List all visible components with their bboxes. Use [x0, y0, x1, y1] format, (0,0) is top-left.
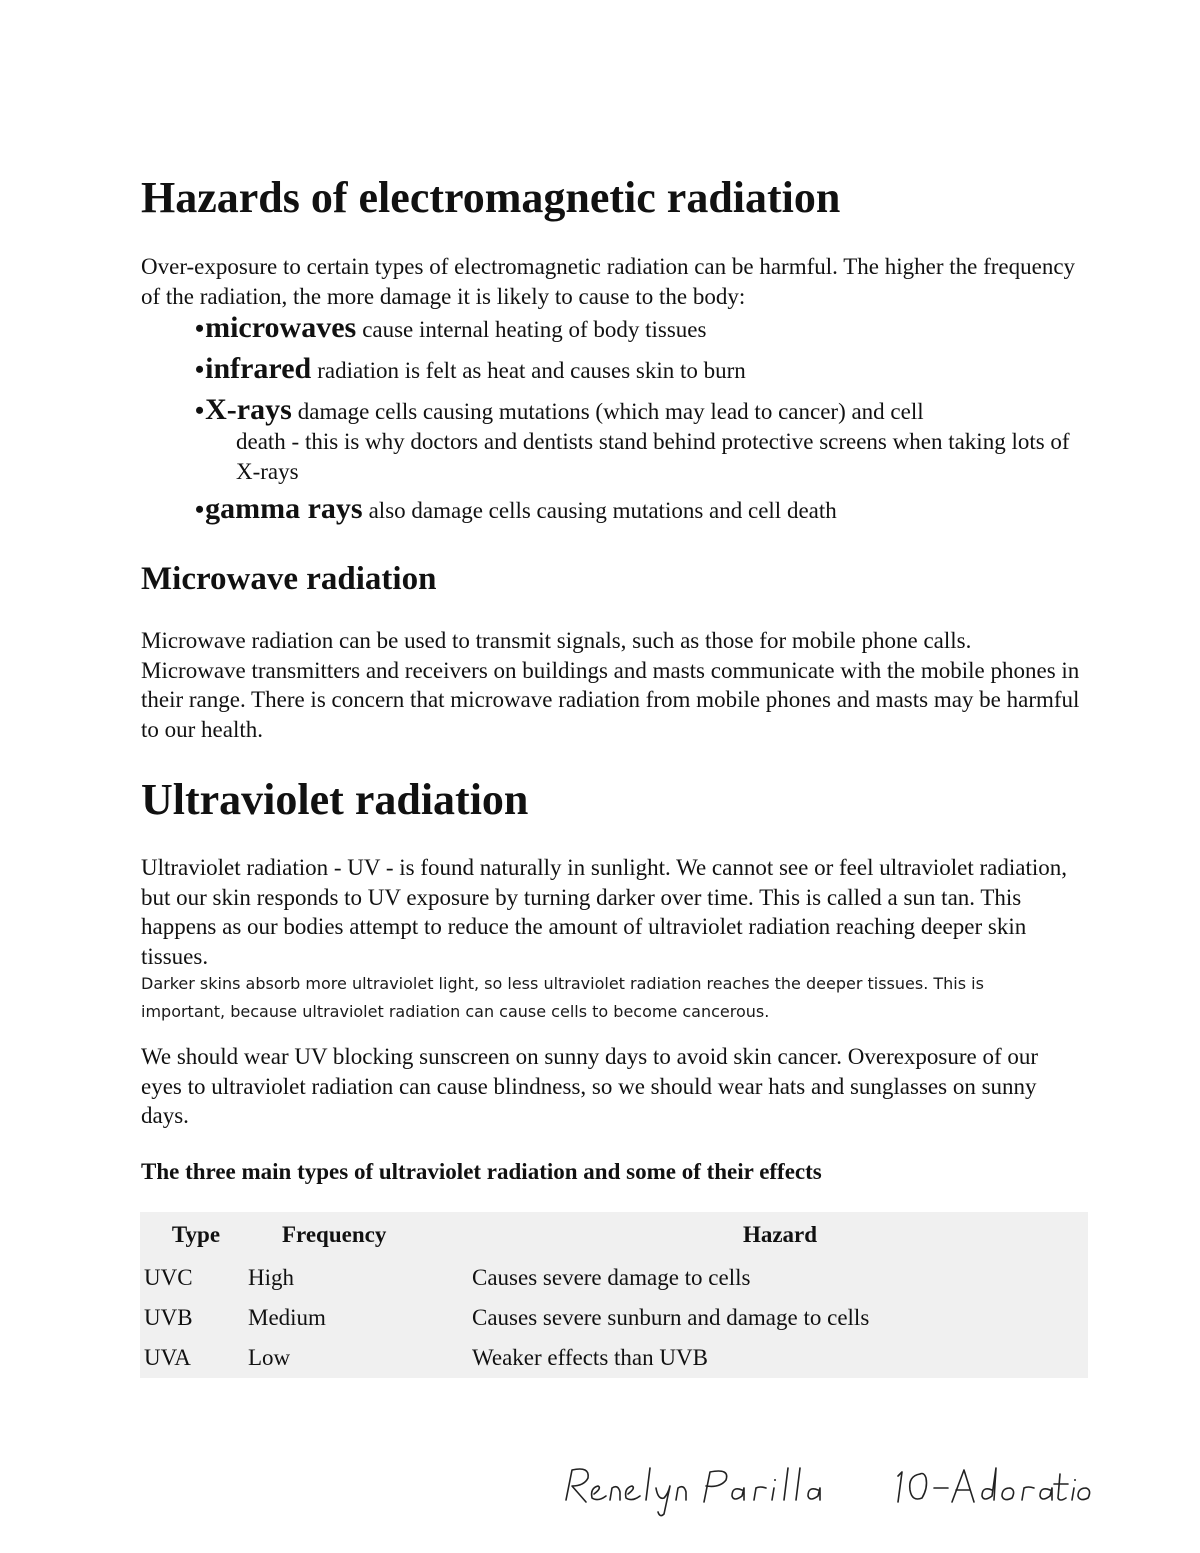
- bullet-text: also damage cells causing mutations and cell death: [368, 498, 837, 523]
- table-row: [140, 1338, 1088, 1378]
- cell-hazard: Causes severe damage to cells: [472, 1265, 751, 1290]
- list-item-infrared: [195, 354, 1075, 395]
- bullet-term: infrared: [205, 352, 312, 385]
- table-header-row: [140, 1212, 1088, 1258]
- table-row: [140, 1258, 1088, 1298]
- cell-frequency: High: [248, 1265, 294, 1290]
- ultraviolet-paragraph: Ultraviolet radiation - UV - is found naturally in sunlight. We cannot see or feel ultraviolet radiation, but our skin responds to UV exposure by turning darker over time. This is called a sun tan. This happens as our bodies attempt to reduce the amount of ultraviolet radiation reaching deeper skin tissues.: [141, 855, 1067, 969]
- list-item-microwaves: [195, 313, 1075, 354]
- cell-hazard: Causes severe sunburn and damage to cells: [472, 1305, 870, 1330]
- cell-type: UVA: [144, 1345, 191, 1370]
- handwritten-signature: [560, 1460, 1100, 1520]
- column-header-hazard: Hazard: [742, 1222, 818, 1247]
- microwave-paragraph: Microwave radiation can be used to transmit signals, such as those for mobile phone calls. Microwave transmitters and receivers on buildings and masts communicate with the mobile phones in their range. There is concern that microwave radiation from mobile phones and masts may be harmful to our health.: [141, 628, 1080, 742]
- bullet-icon: •: [195, 355, 205, 384]
- bullet-icon: •: [195, 396, 205, 425]
- column-header-type: Type: [171, 1222, 221, 1247]
- bullet-icon: •: [195, 314, 205, 343]
- ultraviolet-note: Darker skins absorb more ultraviolet light, so less ultraviolet radiation reaches the deeper tissues. This is important, because ultraviolet radiation can cause cells to become cancerous.: [141, 974, 984, 1021]
- column-header-frequency: Frequency: [282, 1222, 387, 1247]
- bullet-term: microwaves: [205, 311, 357, 344]
- uv-types-table: [140, 1212, 1088, 1378]
- list-item-x-rays: [195, 395, 1075, 494]
- signature-drawing: [560, 1460, 1100, 1520]
- bullet-text: radiation is felt as heat and causes skin to burn: [317, 358, 746, 383]
- microwave-heading: Microwave radiation: [141, 561, 437, 597]
- page-title: Hazards of electromagnetic radiation: [141, 173, 841, 222]
- sunscreen-paragraph: We should wear UV blocking sunscreen on sunny days to avoid skin cancer. Overexposure of our eyes to ultraviolet radiation can cause blindness, so we should wear hats and sunglasses on sunny days.: [141, 1044, 1039, 1128]
- hazard-list: [195, 313, 1075, 534]
- cell-frequency: Low: [248, 1345, 291, 1370]
- bullet-icon: •: [195, 495, 205, 524]
- cell-type: UVB: [144, 1305, 193, 1330]
- ultraviolet-heading: Ultraviolet radiation: [141, 775, 529, 824]
- cell-frequency: Medium: [248, 1305, 326, 1330]
- list-item-gamma-rays: [195, 494, 1075, 534]
- bullet-text: cause internal heating of body tissues: [362, 317, 707, 342]
- cell-hazard: Weaker effects than UVB: [472, 1345, 708, 1370]
- bullet-term: gamma rays: [205, 492, 363, 525]
- intro-paragraph: Over-exposure to certain types of electromagnetic radiation can be harmful. The higher the frequency of the radiation, the more damage it is likely to cause to the body:: [141, 254, 1076, 309]
- cell-type: UVC: [144, 1265, 193, 1290]
- bullet-term: X-rays: [205, 393, 292, 426]
- bullet-text-continued: death - this is why doctors and dentists stand behind protective screens when taking lots of X-rays: [236, 429, 1070, 484]
- table-caption: The three main types of ultraviolet radiation and some of their effects: [141, 1159, 822, 1184]
- bullet-text: damage cells causing mutations (which may lead to cancer) and cell: [297, 399, 924, 424]
- table-row: [140, 1298, 1088, 1338]
